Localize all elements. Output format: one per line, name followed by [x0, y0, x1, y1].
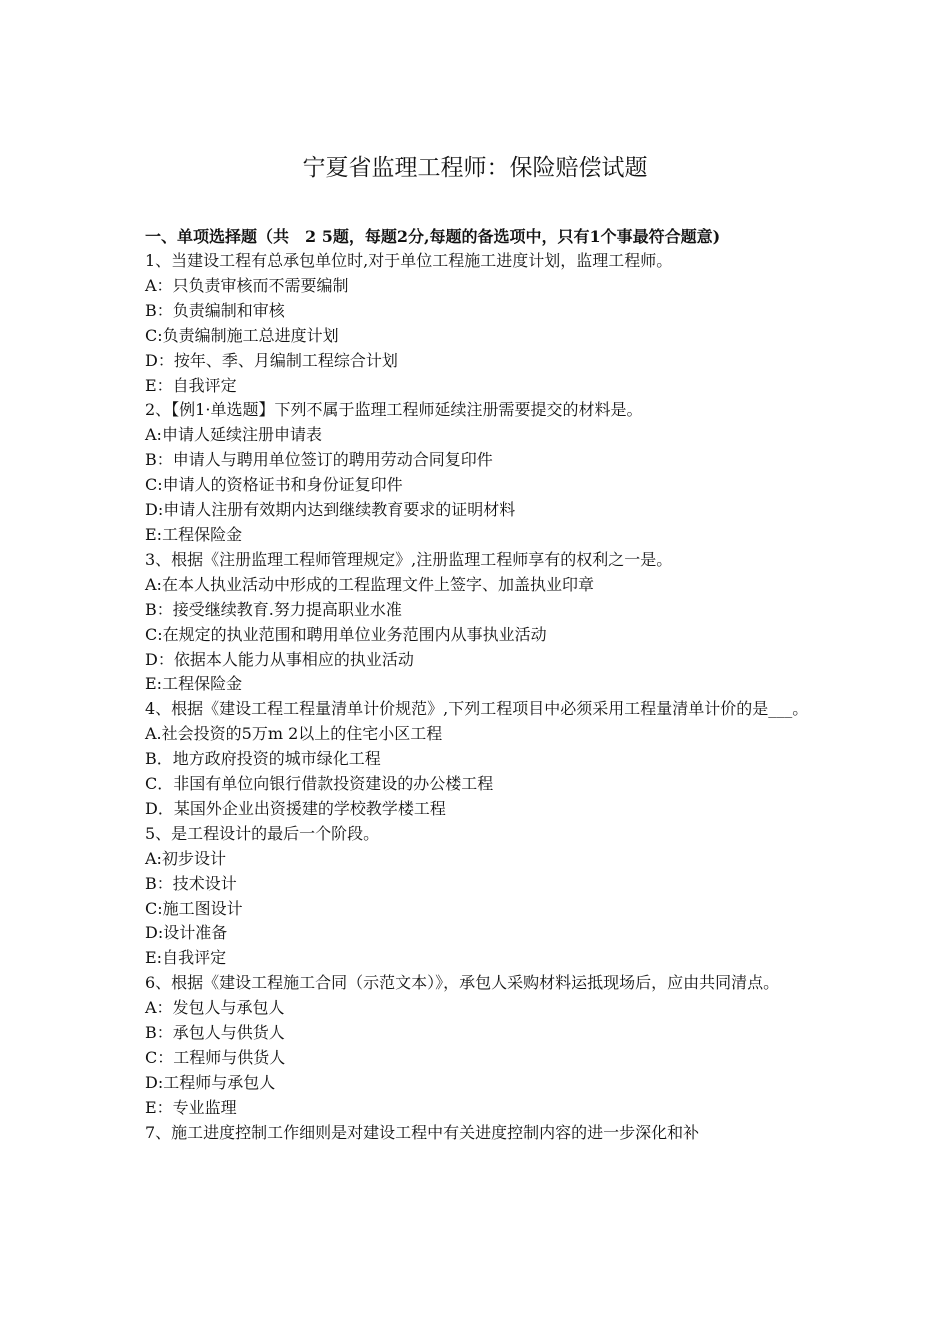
- document-body: [145, 224, 809, 1146]
- option-d: D．某国外企业出资援建的学校教学楼工程: [145, 798, 446, 818]
- option-a: A：只负责审核而不需要编制: [145, 275, 349, 295]
- question-6: [145, 971, 809, 1120]
- option-c: C:负责编制施工总进度计划: [145, 325, 339, 345]
- option-e: E:工程保险金: [145, 524, 243, 544]
- option-c: C:申请人的资格证书和身份证复印件: [145, 475, 403, 495]
- option-a: A.社会投资的5万m 2以上的住宅小区工程: [145, 724, 443, 744]
- question-stem: 1、当建设工程有总承包单位时,对于单位工程施工进度计划，监理工程师。: [145, 251, 673, 270]
- option-d: D:工程师与承包人: [145, 1072, 276, 1092]
- option-b: B：负责编制和审核: [145, 300, 285, 320]
- question-stem: 5、是工程设计的最后一个阶段。: [145, 823, 380, 843]
- option-d: D:设计准备: [145, 923, 228, 943]
- option-c: C:在规定的执业范围和聘用单位业务范围内从事执业活动: [145, 624, 547, 644]
- option-b: B：申请人与聘用单位签订的聘用劳动合同复印件: [145, 450, 493, 470]
- question-stem: 2、【例1·单选题】下列不属于监理工程师延续注册需要提交的材料是。: [145, 400, 643, 420]
- section-heading: 一、单项选择题（共 2 5题，每题2分,每题的备选项中，只有1个事最符合题意): [145, 227, 721, 246]
- option-b: B：承包人与供货人: [145, 1023, 285, 1043]
- question-7: [145, 1121, 809, 1146]
- question-stem: 3、根据《注册监理工程师管理规定》,注册监理工程师享有的权利之一是。: [145, 549, 673, 569]
- option-e: E：自我评定: [145, 375, 237, 395]
- question-stem: 7、施工进度控制工作细则是对建设工程中有关进度控制内容的进一步深化和补: [145, 1122, 700, 1142]
- option-d: D：按年、季、月编制工程综合计划: [145, 350, 398, 370]
- option-b: B：接受继续教育.努力提高职业水准: [145, 599, 402, 619]
- option-b: B：技术设计: [145, 873, 237, 893]
- question-3: [145, 548, 809, 697]
- question-4: [145, 697, 809, 822]
- option-a: A:在本人执业活动中形成的工程监理文件上签字、加盖执业印章: [145, 574, 594, 594]
- page-title: 宁夏省监理工程师：保险赔偿试题: [302, 155, 648, 181]
- option-e: E：专业监理: [145, 1097, 237, 1117]
- question-stem: 4、根据《建设工程工程量清单计价规范》,下列工程项目中必须采用工程量清单计价的是___。: [145, 699, 809, 719]
- question-5: [145, 822, 809, 971]
- option-a: A:申请人延续注册申请表: [145, 425, 322, 445]
- question-stem: 6、根据《建设工程施工合同（示范文本）》，承包人采购材料运抵现场后，应由共同清点。: [145, 973, 780, 993]
- option-a: A:初步设计: [145, 848, 226, 868]
- option-c: C．非国有单位向银行借款投资建设的办公楼工程: [145, 774, 494, 794]
- option-a: A：发包人与承包人: [145, 998, 285, 1018]
- option-b: B．地方政府投资的城市绿化工程: [145, 749, 381, 769]
- question-2: [145, 398, 809, 547]
- option-c: C：工程师与供货人: [145, 1048, 286, 1067]
- option-d: D：依据本人能力从事相应的执业活动: [145, 649, 414, 669]
- option-e: E:自我评定: [145, 948, 227, 968]
- question-1: [145, 249, 809, 398]
- option-e: E:工程保险金: [145, 674, 243, 694]
- option-c: C:施工图设计: [145, 898, 243, 918]
- option-d: D:申请人注册有效期内达到继续教育要求的证明材料: [145, 500, 516, 520]
